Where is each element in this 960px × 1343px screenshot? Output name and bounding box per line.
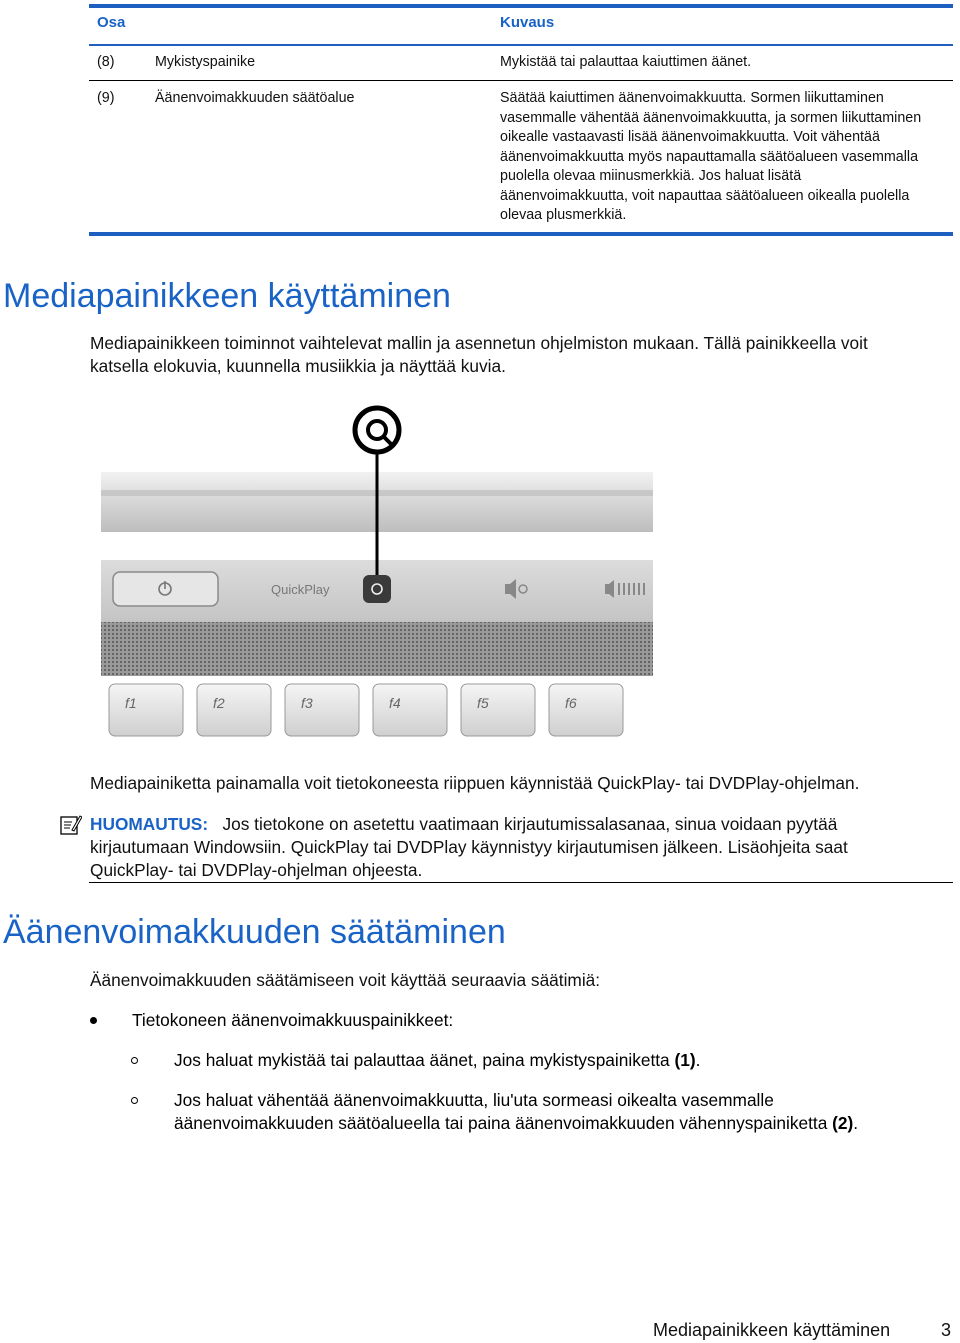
note-label: HUOMAUTUS: (90, 814, 209, 834)
fkey-label-f6: f6 (565, 695, 577, 711)
footer-title: Mediapainikkeen käyttäminen (653, 1320, 891, 1340)
row-divider (89, 80, 953, 81)
table-header-part: Osa (97, 14, 126, 31)
note-text-1: Jos tietokone on asetettu vaatimaan kirjautumissalasanaa, sinua voidaan pyytää (222, 814, 838, 834)
sub-bullet-volume-down-line-2 (174, 1112, 858, 1135)
section-title-volume: Äänenvoimakkuuden säätäminen (3, 913, 506, 951)
note-line-2: kirjautumaan Windowsiin. QuickPlay tai DVDPlay käynnistyy kirjautumisen jälkeen. Lisäohjeita saat (90, 837, 848, 857)
table-header-rule (89, 44, 953, 46)
note-line-1 (90, 813, 837, 836)
row-8-number: (8) (97, 54, 115, 70)
function-key-row (109, 684, 623, 736)
table-top-rule (89, 4, 953, 8)
section2-intro: Äänenvoimakkuuden säätämiseen voit käyttää seuraavia säätimiä: (90, 970, 601, 990)
callout-ref-1: (1) (674, 1050, 696, 1070)
fkey-label-f5: f5 (477, 695, 489, 711)
footer-page-number: 3 (941, 1320, 952, 1340)
bullet-dot (90, 1017, 97, 1024)
row-9-description-line: olevaa plusmerkkiä. (500, 207, 627, 223)
sub-bullet-circle (131, 1097, 138, 1104)
sub-bullet-mute (174, 1049, 700, 1072)
row-9-part: Äänenvoimakkuuden säätöalue (155, 90, 355, 106)
quickplay-keyboard-photo (95, 400, 660, 740)
section1-intro-line: Mediapainikkeen toiminnot vaihtelevat mallin ja asennetun ohjelmiston mukaan. Tällä painikkeella voit (90, 333, 868, 353)
row-8-description: Mykistää tai palauttaa kaiuttimen äänet. (500, 54, 752, 70)
row-9-description-line: vasemmalle vähentää äänenvoimakkuutta, ja sormen liikuttaminen (500, 109, 922, 126)
table-bottom-rule (89, 232, 953, 236)
note-line-3: QuickPlay- tai DVDPlay-ohjelman ohjeesta. (90, 860, 423, 880)
row-9-description-line: puolella olevaa miinusmerkkiä. Jos haluat lisätä (500, 168, 802, 184)
fkey-label-f3: f3 (301, 695, 313, 711)
row-9-description-line: Säätää kaiuttimen äänenvoimakkuutta. Sormen liikuttaminen (500, 90, 884, 106)
sub-bullet-mute-end: . (695, 1050, 701, 1070)
fkey-label-f1: f1 (125, 695, 137, 711)
keyboard-illustration (95, 400, 660, 740)
sub-bullet-volume-down-text: äänenvoimakkuuden säätöalueella tai paina äänenvoimakkuuden vähennyspainiketta (174, 1113, 833, 1133)
sub-bullet-mute-text: Jos haluat mykistää tai palauttaa äänet, paina mykistyspainiketta (174, 1050, 675, 1070)
section-title-media-button: Mediapainikkeen käyttäminen (3, 277, 451, 315)
quickplay-label: QuickPlay (271, 582, 330, 597)
row-9-description-line: äänenvoimakkuutta myös napauttamalla säätöalueen vasemmalla (500, 148, 919, 165)
row-8-part: Mykistyspainike (155, 54, 256, 70)
sub-bullet-volume-down-line-1: Jos haluat vähentää äänenvoimakkuutta, liu'uta sormeasi oikealta vasemmalle (174, 1090, 774, 1110)
row-9-description-line: äänenvoimakkuutta, voit napauttaa säätöalueen oikealla puolella (500, 187, 910, 204)
table-header-description: Kuvaus (500, 14, 555, 31)
section1-after-image: Mediapainiketta painamalla voit tietokoneesta riippuen käynnistää QuickPlay- tai DVDPlay-ohjelman. (90, 773, 860, 793)
note-icon (60, 814, 82, 841)
sub-bullet-volume-down-end: . (853, 1113, 859, 1133)
fkey-label-f2: f2 (213, 695, 225, 711)
row-9-description-line: oikealle vastaavasti lisää äänenvoimakkuutta. Voit vähentää (500, 129, 880, 145)
row-9-number: (9) (97, 90, 115, 106)
note-divider (89, 882, 953, 883)
row-9-description (500, 89, 921, 226)
section1-intro-line: katsella elokuvia, kuunnella musiikkia ja näyttää kuvia. (90, 356, 506, 376)
callout-ref-2: (2) (832, 1113, 854, 1133)
sub-bullet-circle (131, 1057, 138, 1064)
fkey-label-f4: f4 (389, 695, 401, 711)
bullet-volume-buttons: Tietokoneen äänenvoimakkuuspainikkeet: (132, 1010, 454, 1030)
